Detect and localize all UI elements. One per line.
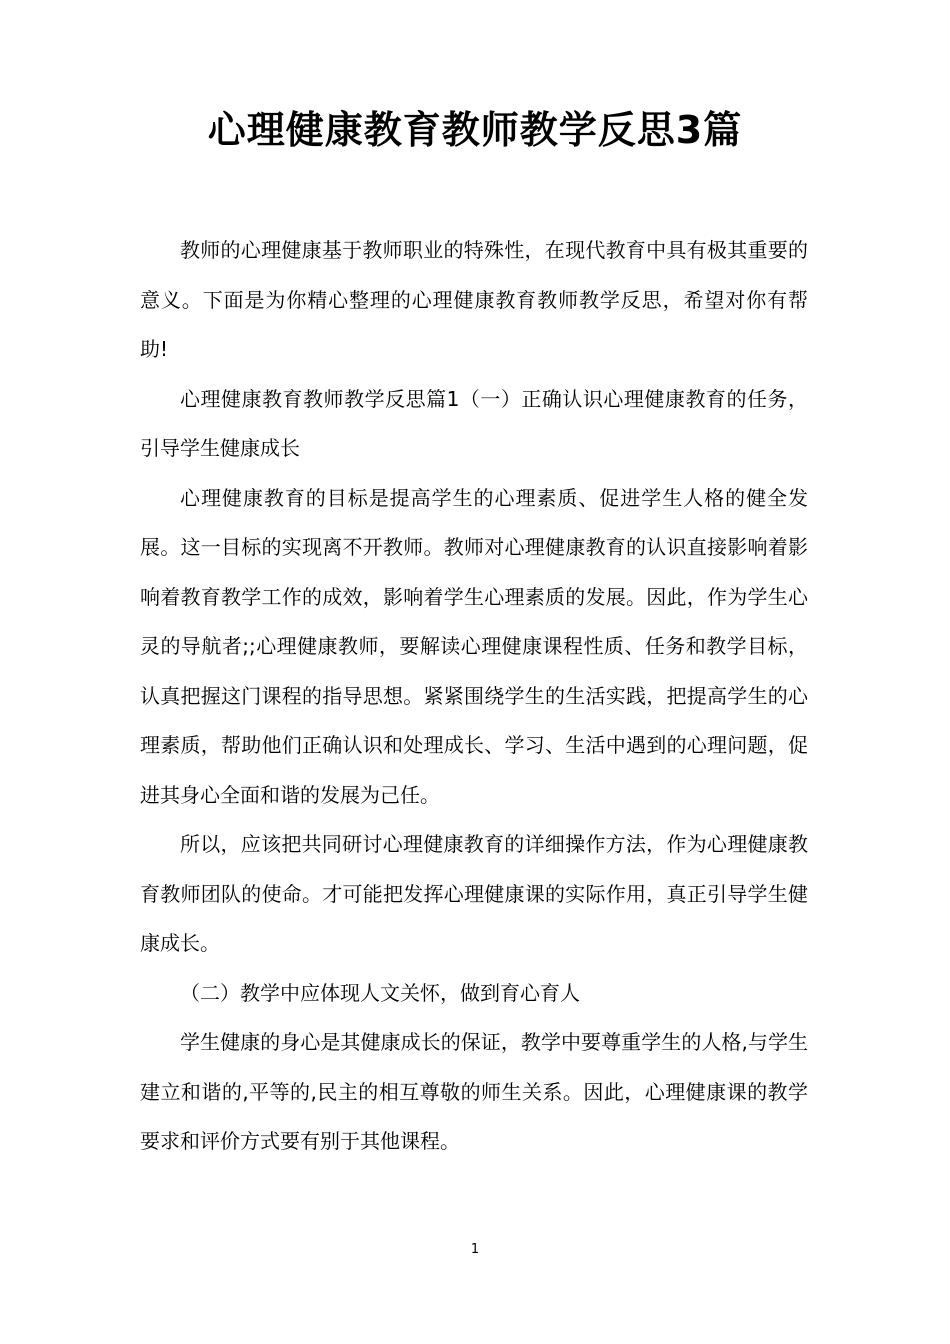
paragraph-section-1-heading: 心理健康教育教师教学反思篇1（一）正确认识心理健康教育的任务，引导学生健康成长 xyxy=(140,386,808,460)
paragraph-goal: 心理健康教育的目标是提高学生的心理素质、促进学生人格的健全发展。这一目标的实现离不开教师。教师对心理健康教育的认识直接影响着影响着教育教学工作的成效，影响着学生心理素质的发展。因此，作为学生心灵的导航者;;心理健康教师，要解读心理健康课程性质、任务和教学目标，认真把握这门课程的指导思想。紧紧围绕学生的生活实践，把提高学生的心理素质，帮助他们正确认识和处理成长、学习、生活中遇到的心理问题，促进其身心全面和谐的发展为己任。 xyxy=(140,485,808,807)
paragraph-intro: 教师的心理健康基于教师职业的特殊性，在现代教育中具有极其重要的意义。下面是为你精心整理的心理健康教育教师教学反思，希望对你有帮助! xyxy=(140,238,808,361)
page-number: 1 xyxy=(470,1242,480,1257)
paragraph-respect: 学生健康的身心是其健康成长的保证，教学中要尊重学生的人格,与学生建立和谐的,平等的,民主的相互尊敬的师生关系。因此，心理健康课的教学要求和评价方式要有别于其他课程。 xyxy=(140,1030,808,1153)
paragraph-mission: 所以，应该把共同研讨心理健康教育的详细操作方法，作为心理健康教育教师团队的使命。才可能把发挥心理健康课的实际作用，真正引导学生健康成长。 xyxy=(140,832,808,955)
document-body xyxy=(140,226,808,1167)
document-title: 心理健康教育教师教学反思3篇 xyxy=(207,108,743,152)
paragraph-section-2-heading: （二）教学中应体现人文关怀，做到育心育人 xyxy=(180,980,580,1005)
